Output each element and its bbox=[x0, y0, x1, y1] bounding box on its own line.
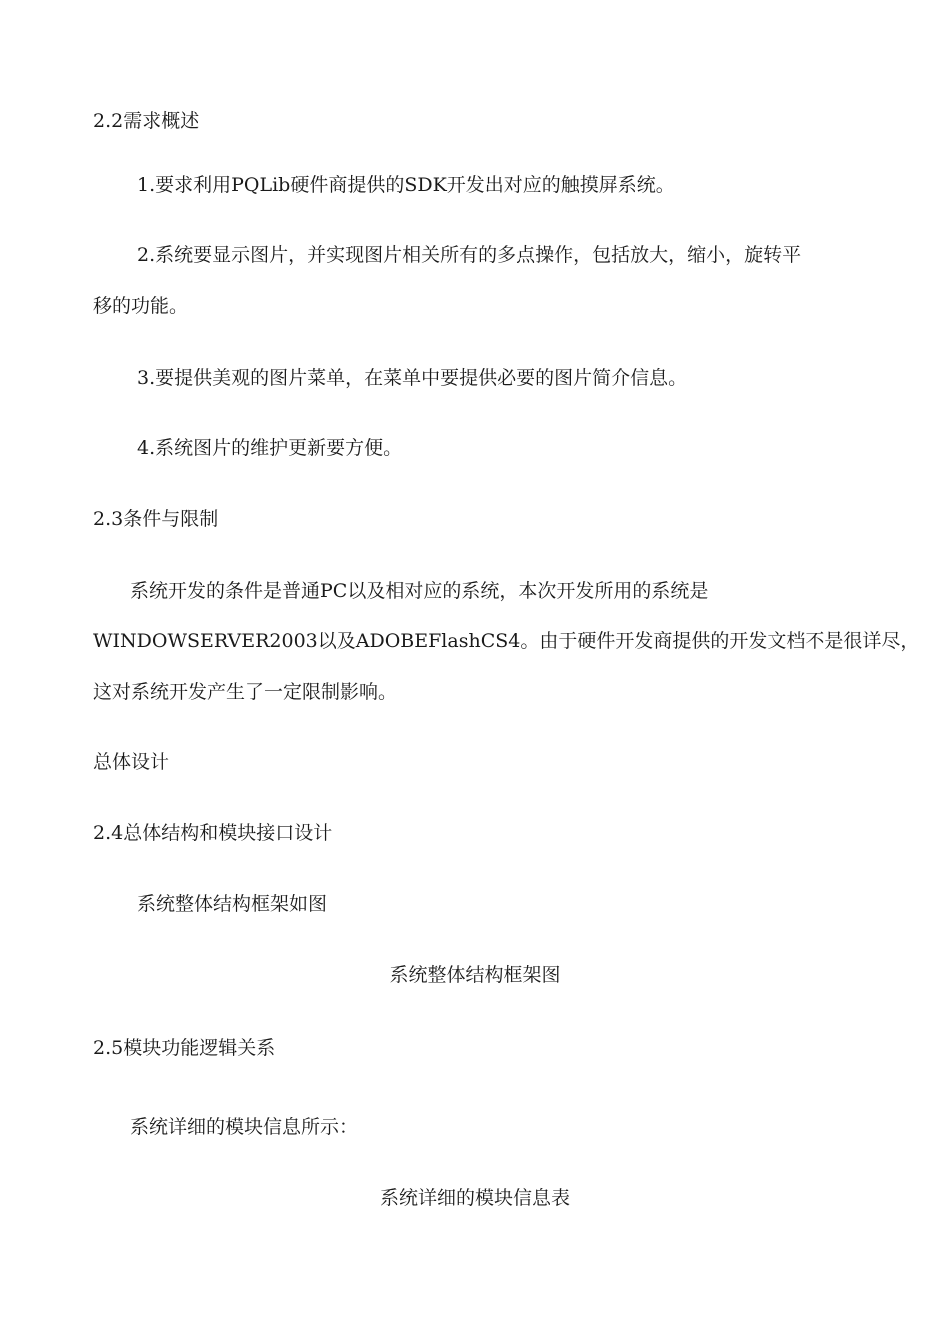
requirement-item-2-continued: 移的功能。 bbox=[93, 295, 189, 317]
module-info-table-caption: 系统详细的模块信息表 bbox=[379, 1187, 570, 1209]
module-info-intro-text: 系统详细的模块信息所示： bbox=[130, 1116, 359, 1138]
section-2-4-heading: 2.4总体结构和模块接口设计 bbox=[93, 822, 333, 844]
section-2-2-heading: 2.2需求概述 bbox=[93, 110, 200, 132]
requirement-item-1: 1.要求利用PQLib硬件商提供的SDK开发出对应的触摸屏系统。 bbox=[137, 174, 675, 196]
requirement-item-4: 4.系统图片的维护更新要方便。 bbox=[137, 437, 403, 459]
section-2-5-heading: 2.5模块功能逻辑关系 bbox=[93, 1037, 276, 1059]
overall-design-heading: 总体设计 bbox=[93, 751, 170, 773]
conditions-paragraph-line-2: WINDOWSERVER2003以及ADOBEFlashCS4。由于硬件开发商提供的开发文档不是很详尽， bbox=[93, 630, 920, 652]
architecture-intro-text: 系统整体结构框架如图 bbox=[137, 893, 328, 915]
requirement-item-3: 3.要提供美观的图片菜单，在菜单中要提供必要的图片简介信息。 bbox=[137, 367, 688, 389]
architecture-figure-caption: 系统整体结构框架图 bbox=[389, 964, 561, 986]
conditions-paragraph-line-1: 系统开发的条件是普通PC以及相对应的系统，本次开发所用的系统是 bbox=[130, 580, 709, 602]
requirement-item-2: 2.系统要显示图片，并实现图片相关所有的多点操作，包括放大，缩小，旋转平 bbox=[137, 244, 802, 266]
conditions-paragraph-line-3: 这对系统开发产生了一定限制影响。 bbox=[93, 681, 398, 703]
section-2-3-heading: 2.3条件与限制 bbox=[93, 508, 219, 530]
